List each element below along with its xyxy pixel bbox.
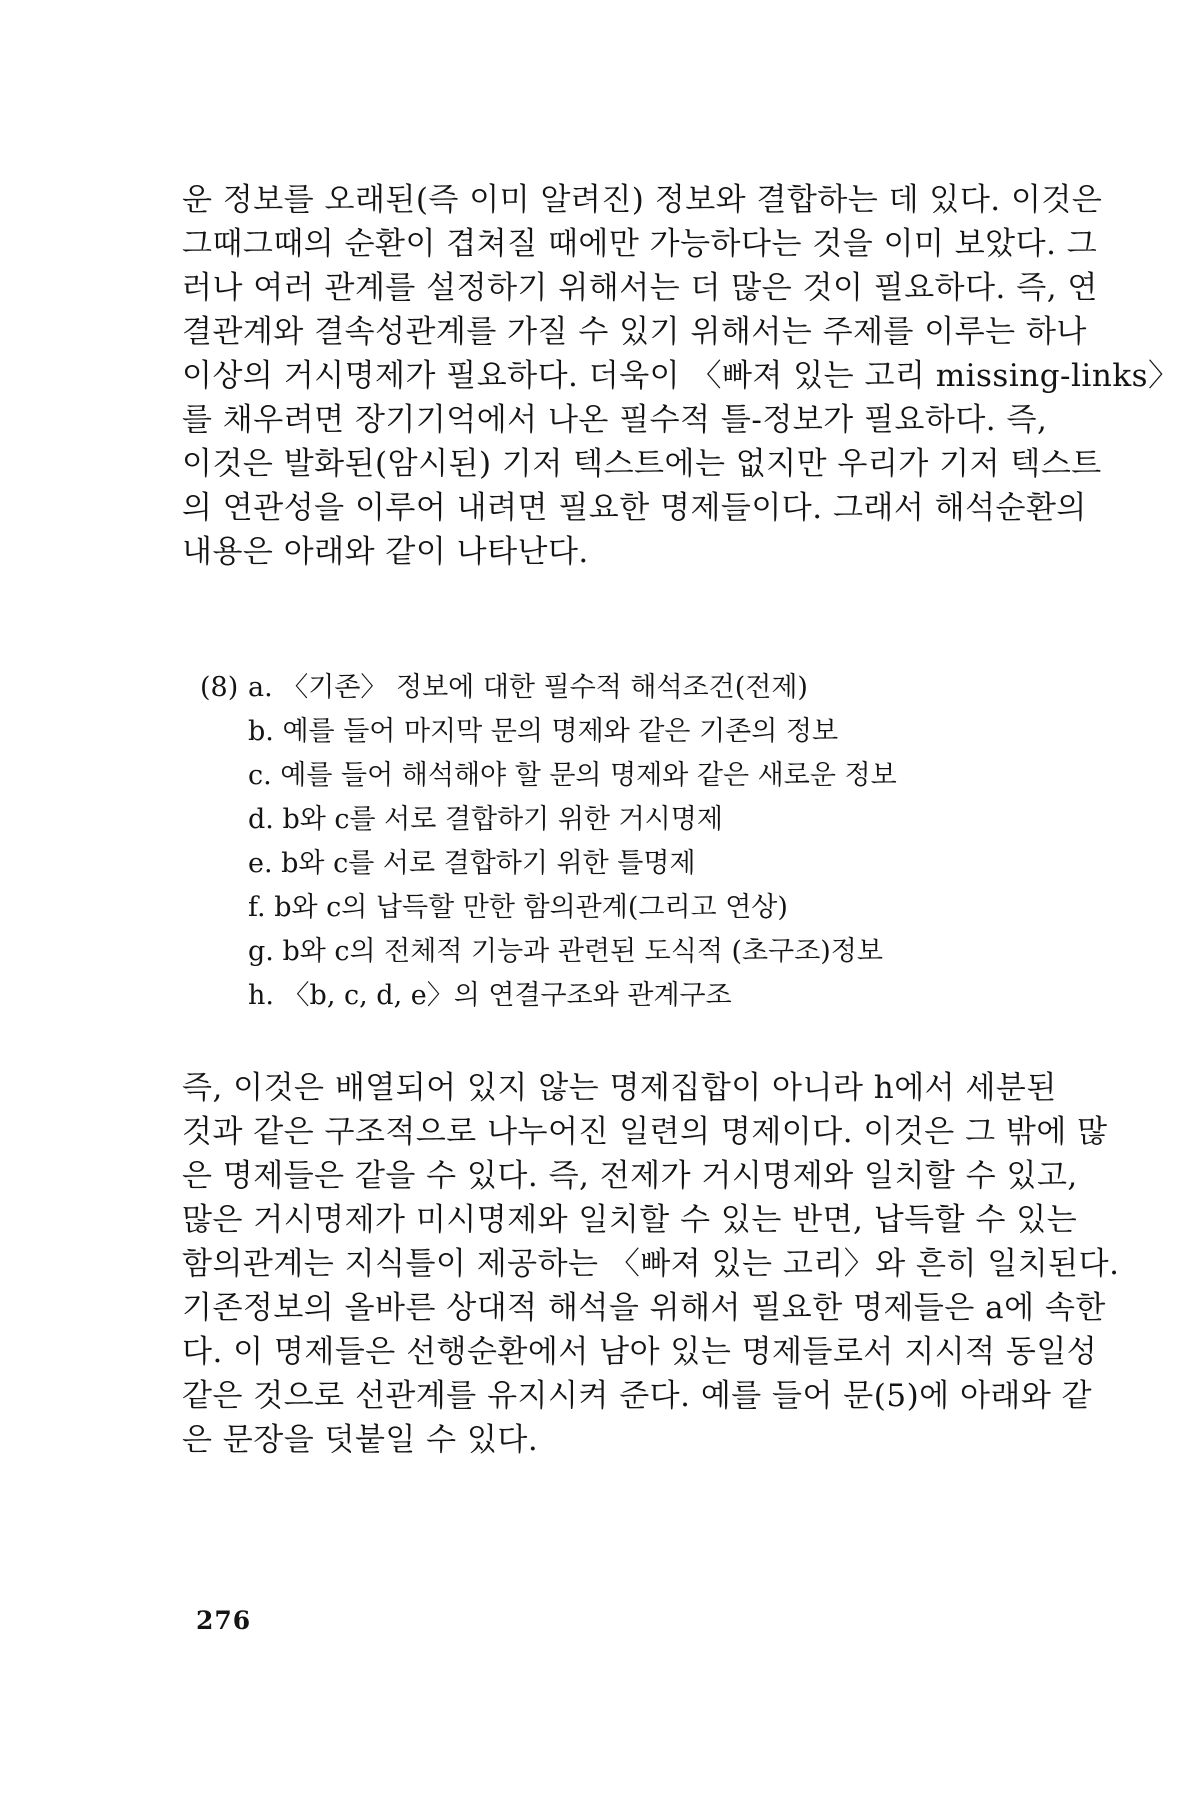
example-item-text: h. 〈b, c, d, e〉의 연결구조와 관계구조 (248, 980, 732, 1011)
text-line: 를 채우려면 장기기억에서 나온 필수적 틀-정보가 필요하다. 즉, (182, 402, 1048, 438)
example-item-text: g. b와 c의 전체적 기능과 관련된 도식적 (초구조)정보 (248, 936, 883, 967)
text-line: 결관계와 결속성관계를 가질 수 있기 위해서는 주제를 이루는 하나 (182, 314, 1087, 350)
text-line: 그때그때의 순환이 겹쳐질 때에만 가능하다는 것을 이미 보았다. 그 (182, 226, 1098, 262)
text-line: 의 연관성을 이루어 내려면 필요한 명제들이다. 그래서 해석순환의 (182, 490, 1087, 526)
example-item (200, 842, 1000, 886)
example-item (200, 974, 1000, 1018)
example-item (200, 886, 1000, 930)
example-list-8 (200, 666, 1000, 1018)
example-number: (8) (200, 672, 239, 703)
text-line: 은 문장을 덧붙일 수 있다. (182, 1422, 539, 1458)
body-paragraph-1 (182, 178, 1180, 574)
text-line: 기존정보의 올바른 상대적 해석을 위해서 필요한 명제들은 a에 속한 (182, 1290, 1106, 1326)
example-item (200, 798, 1000, 842)
text-line: 이상의 거시명제가 필요하다. 더욱이 〈빠져 있는 고리 missing-links〉 (182, 358, 1180, 394)
text-line: 운 정보를 오래된(즉 이미 알려진) 정보와 결합하는 데 있다. 이것은 (182, 182, 1103, 218)
example-item (200, 754, 1000, 798)
page-number: 276 (196, 1606, 252, 1635)
text-line: 은 명제들은 같을 수 있다. 즉, 전제가 거시명제와 일치할 수 있고, (182, 1158, 1078, 1194)
example-item-text: f. b와 c의 납득할 만한 함의관계(그리고 연상) (248, 892, 788, 923)
text-line: 많은 거시명제가 미시명제와 일치할 수 있는 반면, 납득할 수 있는 (182, 1202, 1078, 1238)
example-item (200, 930, 1000, 974)
example-item (200, 710, 1000, 754)
text-line: 즉, 이것은 배열되어 있지 않는 명제집합이 아니라 h에서 세분된 (182, 1070, 1057, 1106)
text-line: 것과 같은 구조적으로 나누어진 일련의 명제이다. 이것은 그 밖에 많 (182, 1114, 1108, 1150)
example-item-text: b. 예를 들어 마지막 문의 명제와 같은 기존의 정보 (248, 716, 839, 747)
text-line: 함의관계는 지식틀이 제공하는 〈빠져 있는 고리〉와 흔히 일치된다. (182, 1246, 1120, 1282)
example-item (200, 666, 1000, 710)
example-item-text: d. b와 c를 서로 결합하기 위한 거시명제 (248, 804, 723, 835)
text-line: 같은 것으로 선관계를 유지시켜 준다. 예를 들어 문(5)에 아래와 같 (182, 1378, 1093, 1414)
text-line: 이것은 발화된(암시된) 기저 텍스트에는 없지만 우리가 기저 텍스트 (182, 446, 1102, 482)
example-item-text: c. 예를 들어 해석해야 할 문의 명제와 같은 새로운 정보 (248, 760, 897, 791)
example-item-text: e. b와 c를 서로 결합하기 위한 틀명제 (248, 848, 696, 879)
example-item-text: a. 〈기존〉 정보에 대한 필수적 해석조건(전제) (248, 672, 808, 703)
body-paragraph-2 (182, 1066, 1120, 1462)
text-line: 러나 여러 관계를 설정하기 위해서는 더 많은 것이 필요하다. 즉, 연 (182, 270, 1098, 306)
text-line: 내용은 아래와 같이 나타난다. (182, 534, 589, 570)
text-line: 다. 이 명제들은 선행순환에서 남아 있는 명제들로서 지시적 동일성 (182, 1334, 1098, 1370)
